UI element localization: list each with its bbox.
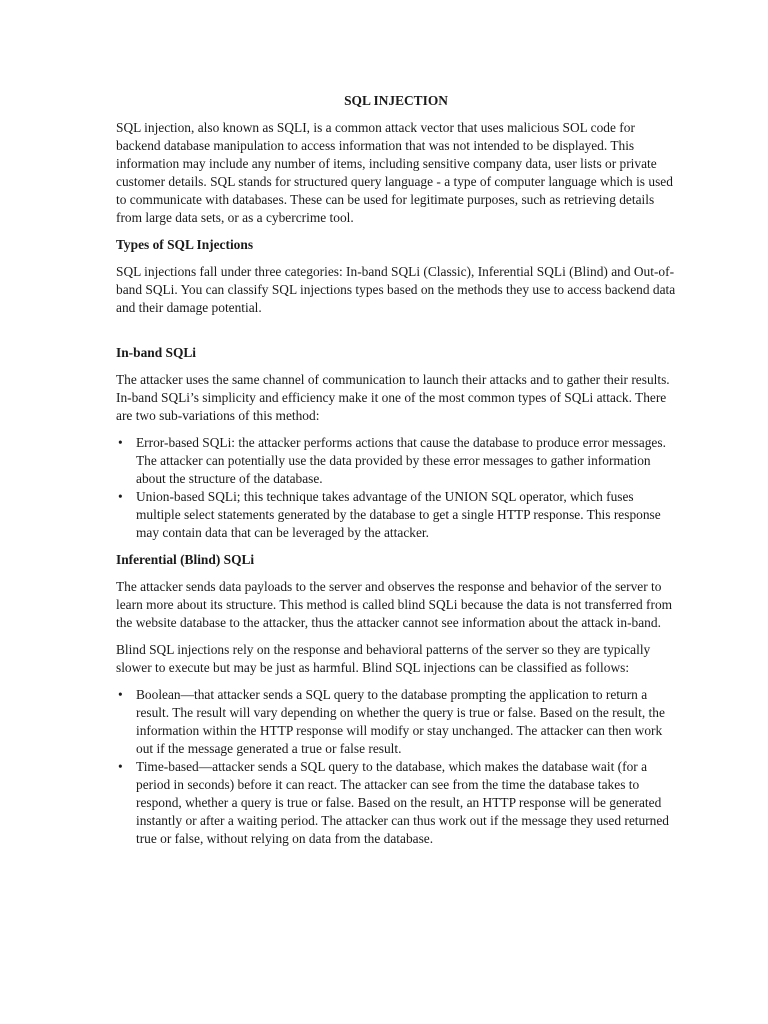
list-item-text: Boolean—that attacker sends a SQL query to the database prompting the application to return a result. The result will vary depending on whether the query is true or false. Based on the result, the information within the HTTP response will modify or stay unchanged. The attacker can then work out if the message generated a true or false result.: [136, 687, 665, 756]
inband-heading: In-band SQLi: [116, 345, 197, 360]
inband-list: [116, 434, 676, 542]
document-page: [116, 92, 676, 857]
list-item: [116, 434, 676, 488]
inband-paragraph: The attacker uses the same channel of communication to launch their attacks and to gather their results. In-band SQLi’s simplicity and efficiency make it one of the most common types of SQLi attack. There are two sub-variations of this method:: [116, 372, 670, 423]
bullet-icon: •: [118, 759, 123, 774]
bullet-icon: •: [118, 435, 123, 450]
list-item-text: Time-based—attacker sends a SQL query to the database, which makes the database wait (for a period in seconds) before it can react. The attacker can see from the time the database takes to respond, whether a query is true or false. Based on the result, an HTTP response will be generated instantly or after a waiting period. The attacker can thus work out if the message they used returned true or false, without relying on data from the database.: [136, 759, 669, 846]
list-item-text: Union-based SQLi; this technique takes advantage of the UNION SQL operator, which fuses multiple select statements generated by the database to get a single HTTP response. This response may contain data that can be leveraged by the attacker.: [136, 489, 661, 540]
types-paragraph: SQL injections fall under three categories: In-band SQLi (Classic), Inferential SQLi (Blind) and Out-of-band SQLi. You can classify SQL injections types based on the methods they use to access backend data and their damage potential.: [116, 264, 676, 315]
list-item: [116, 758, 676, 848]
blind-paragraph-1: The attacker sends data payloads to the server and observes the response and behavior of the server to learn more about its structure. This method is called blind SQLi because the data is not transferred from the website database to the attacker, thus the attacker cannot see information about the attack in-band.: [116, 579, 673, 630]
bullet-icon: •: [118, 489, 123, 504]
types-heading: Types of SQL Injections: [116, 237, 254, 252]
spacer: [116, 326, 676, 344]
blind-heading: Inferential (Blind) SQLi: [116, 552, 255, 567]
list-item: [116, 488, 676, 542]
bullet-icon: •: [118, 687, 123, 702]
blind-paragraph-2: Blind SQL injections rely on the response and behavioral patterns of the server so they are typically slower to execute but may be just as harmful. Blind SQL injections can be classified as follows:: [116, 642, 651, 675]
blind-list: [116, 686, 676, 848]
intro-paragraph: SQL injection, also known as SQLI, is a common attack vector that uses malicious SOL code for backend database manipulation to access information that was not intended to be displayed. This information may include any number of items, including sensitive company data, user lists or private customer details. SQL stands for structured query language - a type of computer language which is used to communicate with databases. These can be used for legitimate purposes, such as retrieving details from large data sets, or as a cybercrime tool.: [116, 120, 673, 225]
list-item-text: Error-based SQLi: the attacker performs actions that cause the database to produce error messages. The attacker can potentially use the data provided by these error messages to gather information about the structure of the database.: [136, 435, 666, 486]
list-item: [116, 686, 676, 758]
document-title: SQL INJECTION: [344, 93, 448, 108]
